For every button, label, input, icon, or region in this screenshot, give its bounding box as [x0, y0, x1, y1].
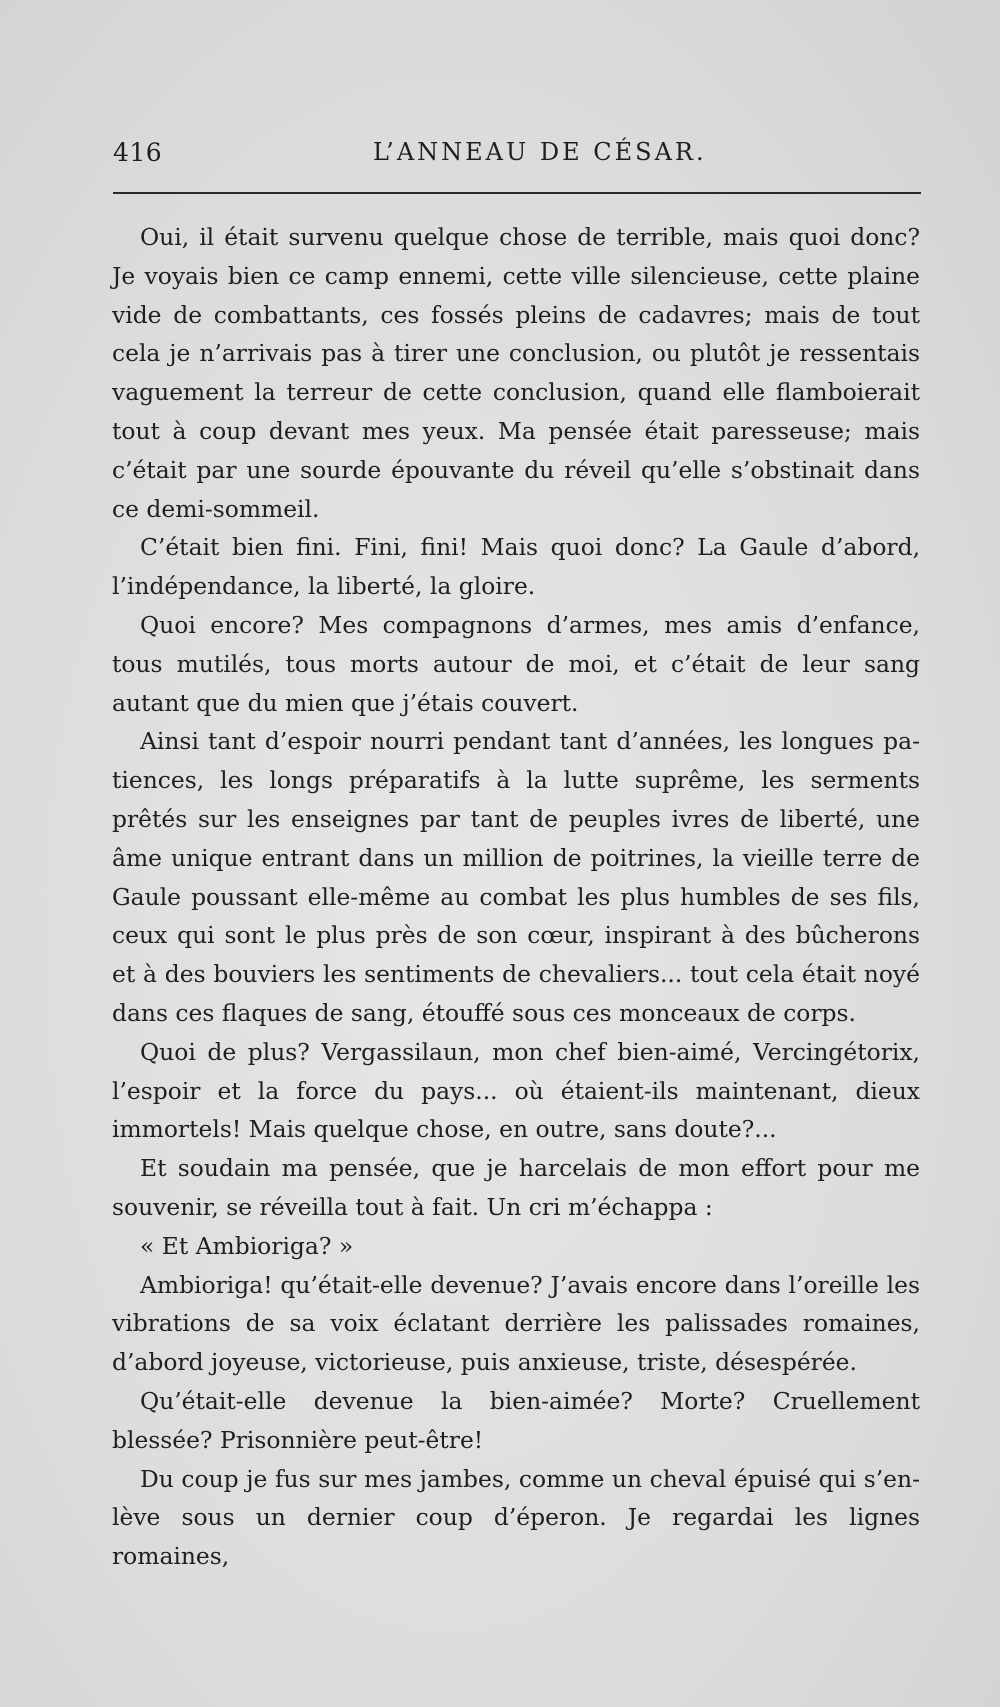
page-header: [113, 138, 921, 178]
running-title: L’ANNEAU DE CÉSAR.: [373, 138, 707, 166]
paragraph: Quoi encore? Mes compagnons d’armes, mes amis d’enfance, tous mutilés, tous morts autour de moi, et c’était de leur sang autant que du mien que j’étais couvert.: [112, 610, 920, 717]
paragraph: Ainsi tant d’espoir nourri pendant tant d’années, les longues patiences, les longs préparatifs à la lutte suprême, les serments prêtés sur les enseignes par tant de peuples ivres de liberté, une âme unique entrant dans un million de poitrines, la vieille terre de Gaule poussant elle-même au combat les plus humbles de ses fils, ceux qui sont le plus près de son cœur, inspirant à des bûcherons et à des bouviers les sentiments de chevaliers... tout cela était noyé dans ces flaques de sang, étouffé sous ces monceaux de corps.: [112, 727, 920, 1027]
paragraph: Qu’était-elle devenue la bien-aimée? Morte? Cruellement blessée? Prisonnière peut-être!: [112, 1386, 920, 1454]
paragraph: Quoi de plus? Vergassilaun, mon chef bien-aimé, Vercingétorix, l’espoir et la force du pays... où étaient-ils maintenant, dieux immortels! Mais quelque chose, en outre, sans doute?...: [112, 1037, 920, 1144]
paragraph: C’était bien fini. Fini, fini! Mais quoi donc? La Gaule d’abord, l’indépendance, la liberté, la gloire.: [112, 533, 920, 601]
paragraph: Du coup je fus sur mes jambes, comme un cheval épuisé qui s’enlève sous un dernier coup d’éperon. Je regardai les lignes romaines,: [112, 1464, 920, 1571]
paragraph: Ambioriga! qu’était-elle devenue? J’avais encore dans l’oreille les vibrations de sa voix éclatant derrière les palissades romaines, d’abord joyeuse, victorieuse, puis anxieuse, triste, désespérée.: [112, 1270, 920, 1377]
paragraph: « Et Ambioriga? »: [140, 1231, 354, 1260]
paragraph: Oui, il était survenu quelque chose de terrible, mais quoi donc? Je voyais bien ce camp ennemi, cette ville silencieuse, cette plaine vide de combattants, ces fossés pleins de cadavres; mais de tout cela je n’arrivais pas à tirer une conclusion, ou plutôt je ressentais vaguement la terreur de cette conclusion, quand elle flamboierait tout à coup devant mes yeux. Ma pensée était paresseuse; mais c’était par une sourde épouvante du réveil qu’elle s’obstinait dans ce demi-sommeil.: [112, 223, 920, 523]
body-text: [112, 218, 920, 1576]
header-rule: [113, 192, 921, 194]
page-number: 416: [113, 138, 163, 167]
paragraph: Et soudain ma pensée, que je harcelais de mon effort pour me souvenir, se réveilla tout à fait. Un cri m’échappa :: [112, 1154, 920, 1221]
